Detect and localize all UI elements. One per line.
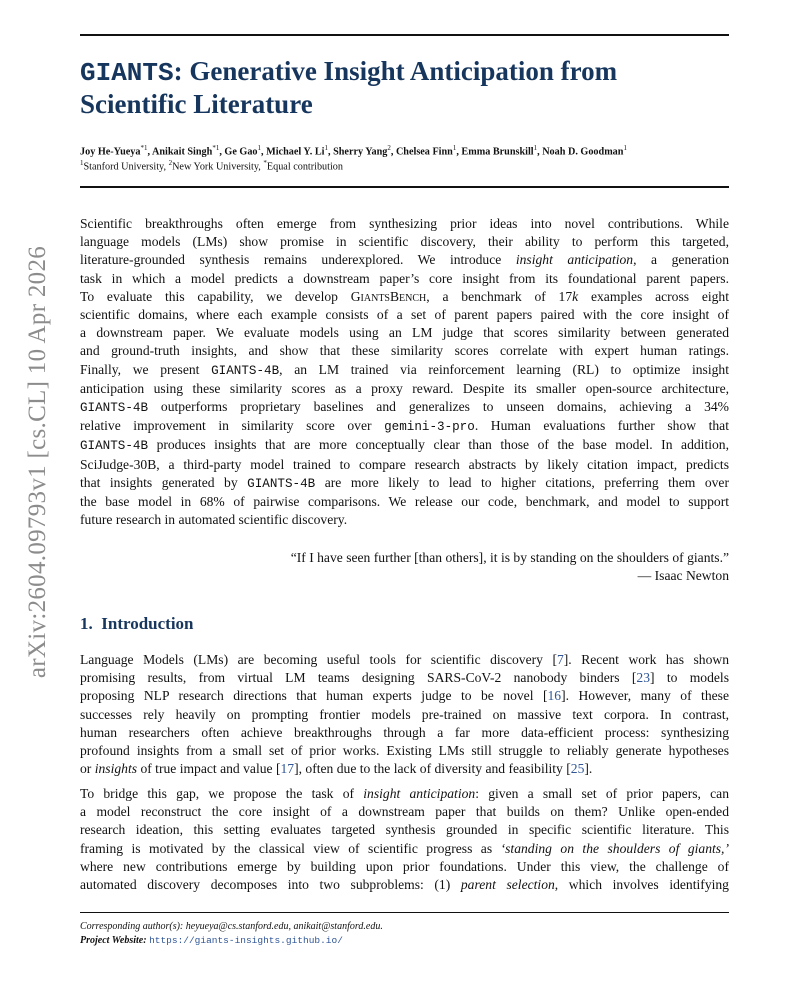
author-name: Anikait Singh	[152, 146, 213, 158]
emphasis: parent selection	[460, 877, 555, 893]
text: literature-grounded synthesis remains underexplored. We introduce	[80, 252, 502, 268]
epigraph-attribution: — Isaac Newton	[637, 568, 729, 583]
section-heading	[80, 614, 194, 634]
title-part-1: : Generative Insight Anticipation from	[173, 56, 618, 86]
text: ]. Recent work has shown	[563, 652, 729, 667]
affiliation: New York University,	[172, 161, 264, 173]
math-k: k	[572, 288, 579, 304]
text-line: a model reconstruct the core insight of a downstream paper that builds on them? Unlike open-ended	[80, 804, 729, 820]
text: : given a small set of prior papers, can	[475, 786, 730, 801]
abstract-line	[80, 251, 729, 269]
abstract-line	[80, 436, 729, 455]
title-part-2: Scientific Literature	[80, 89, 313, 119]
author-name: Emma Brunskill	[461, 146, 534, 158]
abstract-line	[80, 417, 729, 436]
author-name: Ge Gao	[224, 146, 258, 158]
text: . Human evaluations further show that	[474, 418, 729, 434]
intro-paragraph-1	[80, 651, 729, 778]
citation-link[interactable]: 25	[570, 761, 585, 777]
text-line	[80, 760, 729, 778]
text: produces insights that are more conceptually clear than those of the base model. In addition,	[148, 437, 729, 453]
text: relative improvement in similarity score over	[80, 418, 372, 434]
website-label: Project Website:	[80, 935, 147, 946]
emphasis: insight anticipation	[515, 252, 634, 268]
abstract	[80, 215, 729, 529]
text: , a generation	[633, 252, 729, 268]
text: are more likely to lead to higher citations, preferring them over	[315, 474, 729, 490]
abstract-line	[80, 474, 729, 493]
abstract-line: task in which a model predicts a downstream paper’s core insight from its foundational parent papers.	[80, 270, 729, 286]
affil-mark: *	[263, 159, 267, 167]
text-line	[80, 876, 729, 894]
author-name: Joy He-Yueya	[80, 146, 141, 158]
affil-mark: 2	[168, 159, 173, 167]
corr-emails: heyueya@cs.stanford.edu, anikait@stanford.edu.	[185, 921, 383, 932]
text: , a benchmark of 17	[426, 288, 573, 304]
text-line: research ideation, this setting evaluates targeted synthesis grounded in specific scientific literature. This	[80, 822, 729, 838]
emphasis: insight anticipation	[363, 786, 476, 801]
text: To evaluate this capability, we develop	[80, 288, 338, 304]
text: examples across eight	[578, 288, 729, 304]
website-link[interactable]: https://giants-insights.github.io/	[149, 935, 343, 946]
author-affil-mark: 1	[257, 144, 262, 152]
affiliation: Stanford University,	[83, 161, 169, 173]
benchmark-name: GiantsBench	[350, 288, 427, 304]
author-affil-mark: 1	[623, 144, 627, 152]
abstract-line: a downstream paper. We evaluate models using an LM judge that scores similarity between generated	[80, 325, 729, 341]
text: ].	[584, 761, 593, 777]
text-line	[80, 785, 729, 803]
abstract-line: the base model in 68% of pairwise comparisons. We release our code, benchmark, and model to support	[80, 494, 729, 510]
text-line: successes rely heavily on prompting frontier models pre-trained on massive text corpora. In contrast,	[80, 706, 729, 722]
title-acronym: GIANTS	[80, 58, 174, 88]
abstract-line: Scientific breakthroughs often emerge from synthesizing prior ideas into novel contributions. While	[80, 216, 729, 231]
abstract-line: and ground-truth insights, and show that these similarity scores correlate with expert human ratings.	[80, 343, 729, 359]
text-line: profound insights from a small set of prior works. Existing LMs still struggle to reliably generate hypotheses	[80, 743, 729, 759]
text-line	[80, 687, 729, 705]
paper-title	[80, 56, 740, 120]
citation-link[interactable]: 7	[556, 652, 564, 667]
author-affil-mark: *1	[212, 144, 220, 152]
abstract-line: language models (LMs) show promise in scientific discovery, their ability to perform this targeted,	[80, 234, 729, 250]
model-name: GIANTS-4B	[80, 439, 149, 454]
epigraph-text: “If I have seen further [than others], it is by standing on the shoulders of giants.”	[290, 550, 729, 565]
text: , an LM trained via reinforcement learning (RL) to optimize insight	[279, 361, 729, 377]
emphasis: ‘standing on the shoulders of giants,’	[500, 840, 729, 856]
text: that insights generated by	[80, 474, 238, 490]
text-line: human researchers often achieve breakthroughs through a far more data-efficient process: synthesizing	[80, 724, 729, 740]
abstract-line: scientific domains, where each example consists of a set of parent papers paired with the core insight of	[80, 307, 729, 323]
abstract-line	[80, 398, 729, 417]
author-name: Noah D. Goodman	[542, 146, 624, 158]
model-name: GIANTS-4B	[211, 363, 280, 378]
author-name: Michael Y. Li	[266, 146, 325, 158]
section-title: Introduction	[101, 614, 194, 633]
author-affil-mark: *1	[140, 144, 148, 152]
author-affil-mark: 1	[533, 144, 538, 152]
text: ]. However, many of these	[561, 688, 729, 704]
header-rule	[80, 186, 729, 188]
text-line	[80, 840, 729, 858]
emphasis: insights	[94, 761, 138, 777]
text: or	[80, 761, 92, 777]
text-line	[80, 669, 729, 687]
arxiv-id-text: arXiv:2604.09793v1 [cs.CL] 10 Apr 2026	[24, 245, 51, 679]
top-rule	[80, 34, 729, 36]
author-name: Sherry Yang	[333, 146, 388, 158]
affil-mark: 1	[80, 159, 84, 167]
affiliation: Equal contribution	[266, 161, 343, 173]
abstract-line: future research in automated scientific discovery.	[80, 512, 348, 528]
text: ] to models	[650, 670, 729, 686]
corresponding-authors	[80, 920, 729, 934]
author-affil-mark: 1	[452, 144, 457, 152]
author-affil-mark: 1	[324, 144, 328, 152]
text: Language Models (LMs) are becoming useful tools for scientific discovery [	[80, 652, 557, 667]
citation-link[interactable]: 17	[280, 761, 295, 777]
abstract-line	[80, 361, 729, 380]
footnote	[80, 920, 729, 948]
footnote-rule	[80, 912, 729, 913]
corr-label: Corresponding author(s):	[80, 921, 184, 932]
text-line	[80, 651, 729, 669]
citation-link[interactable]: 23	[636, 670, 650, 686]
section-number: 1.	[80, 614, 93, 633]
epigraph	[80, 549, 729, 585]
author-name: Chelsea Finn	[395, 146, 453, 158]
text: of true impact and value [	[137, 761, 281, 777]
author-list: Joy He-Yueya$^{*1}$, Anikait Singh$^{*1}$, Ge Gao$^1$, Michael Y. Li$^1$, Sherry Yang$^2$, Chelsea Finn$^1$, Emma Brunskill$^1$, Noah D. Goodman$^1$	[80, 144, 627, 158]
text: framing is motivated by the classical view of scientific progress as	[80, 840, 493, 856]
text: ], often due to the lack of diversity and feasibility [	[294, 761, 571, 777]
abstract-line	[80, 288, 729, 306]
text: outperforms proprietary baselines and generalizes to unseen domains, achieving a 34%	[148, 399, 729, 415]
model-name: GIANTS-4B	[247, 476, 316, 491]
text: proposing NLP research directions that human experts judge to be novel [	[80, 688, 548, 704]
text-line: where new contributions emerge by building upon prior foundations. Under this view, the challenge of	[80, 858, 729, 874]
abstract-line: SciJudge-30B, a third-party model trained to compare research abstracts by likely citation impact, predicts	[80, 456, 729, 472]
model-name: gemini-3-pro	[384, 420, 475, 435]
text: promising results, from virtual LM teams designing SARS-CoV-2 nanobody binders [	[80, 670, 637, 686]
affiliation-list	[80, 156, 740, 174]
text: automated discovery decomposes into two subproblems: (1)	[80, 877, 451, 893]
abstract-line: anticipation using these similarity scores as a proxy reward. Despite its smaller open-source architecture,	[80, 380, 729, 396]
text: Finally, we present	[80, 361, 200, 377]
citation-link[interactable]: 16	[547, 688, 562, 704]
text: To bridge this gap, we propose the task of	[80, 786, 355, 801]
intro-paragraph-2	[80, 785, 729, 894]
project-website	[80, 934, 729, 948]
author-affil-mark: 2	[387, 144, 391, 152]
text: , which involves identifying	[554, 877, 729, 893]
model-name: GIANTS-4B	[80, 401, 149, 416]
